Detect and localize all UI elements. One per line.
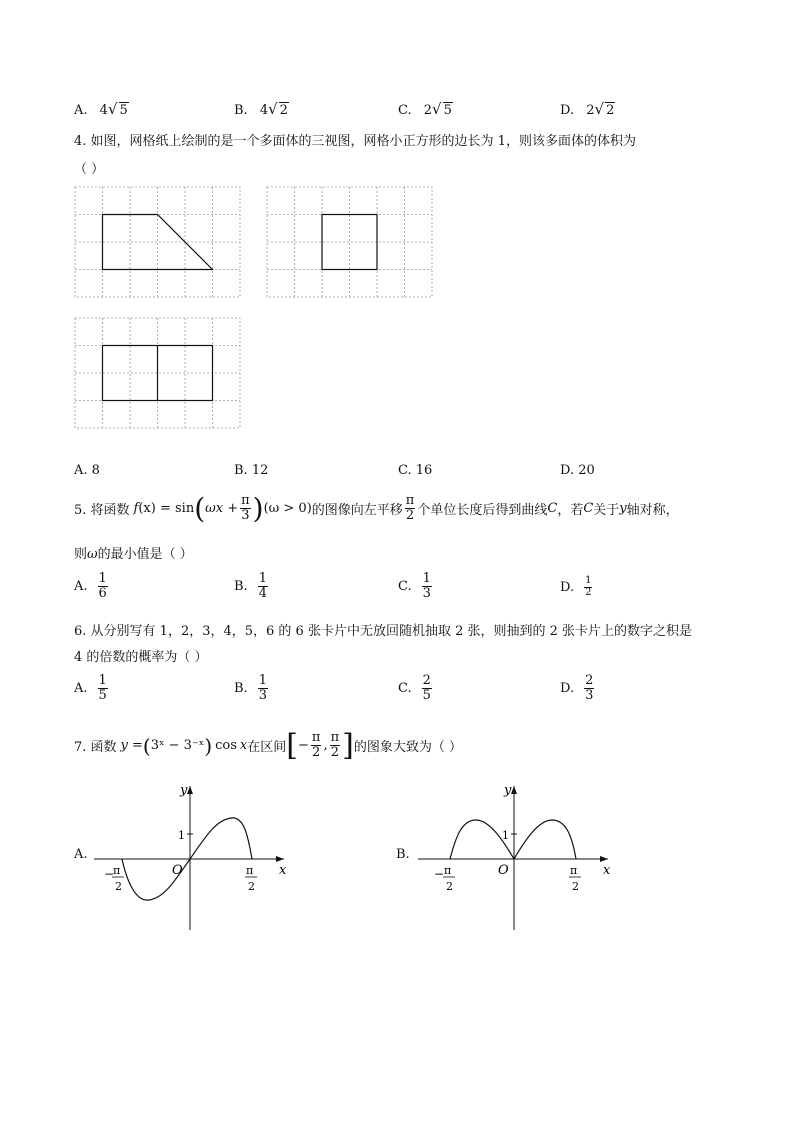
q6-option-c[interactable]: C. $\frac{2}{5}$ xyxy=(398,673,431,703)
svg-text:1: 1 xyxy=(178,829,185,842)
q4-stem: 4. 如图，网格纸上绘制的是一个多面体的三视图，网格小正方形的边长为 1，则该多面体的体积为 xyxy=(74,134,636,149)
svg-text:2: 2 xyxy=(572,880,579,893)
q4-option-b[interactable]: B. 12 xyxy=(234,463,269,478)
q3-option-a[interactable]: A. 4√ 5 xyxy=(74,100,128,118)
q5-option-c[interactable]: C. $\frac{1}{3}$ xyxy=(398,571,431,601)
q4-option-d[interactable]: D. 20 xyxy=(560,463,595,478)
curve-b xyxy=(450,820,576,859)
svg-text:x: x xyxy=(603,863,611,878)
svg-text:−: − xyxy=(434,867,445,881)
side-view-grid xyxy=(266,186,436,300)
svg-text:2: 2 xyxy=(446,880,453,893)
q4-option-a[interactable]: A. 8 xyxy=(74,463,100,478)
q7-graph-b[interactable] xyxy=(418,782,618,932)
svg-text:π: π xyxy=(246,864,254,877)
svg-text:x: x xyxy=(279,863,287,878)
q3-option-b[interactable]: B. 4√ 2 xyxy=(234,100,288,118)
svg-text:2: 2 xyxy=(248,880,255,893)
q5-stem-line2: 则ω的最小值是（ ） xyxy=(74,547,193,562)
q5-stem: 5. 将函数 f (x) = sin ( ωx + $\frac{\pi}{3}$ ) (ω > 0) 的图像向左平移 $\frac{\pi}{2}$ 个单位长度后得到曲线 C ，若 C 关于 y 轴对称， xyxy=(74,492,679,525)
q6-stem-line2: 4 的倍数的概率为（ ） xyxy=(74,650,208,665)
svg-text:π: π xyxy=(444,864,452,877)
q4-answer-blank: （ ） xyxy=(74,162,105,177)
q6-option-b[interactable]: B. $\frac{1}{3}$ xyxy=(234,673,267,703)
q7-graph-a-label[interactable]: A. xyxy=(74,847,88,862)
q7-graph-a[interactable] xyxy=(94,782,294,932)
svg-text:y: y xyxy=(504,783,512,798)
q5-option-b[interactable]: B. $\frac{1}{4}$ xyxy=(234,571,267,601)
svg-text:2: 2 xyxy=(115,880,122,893)
q6-option-a[interactable]: A. $\frac{1}{5}$ xyxy=(74,673,107,703)
front-view-grid xyxy=(74,186,244,300)
q4-option-c[interactable]: C. 16 xyxy=(398,463,433,478)
q7-stem: 7. 函数 y = ( 3ˣ − 3⁻ˣ ) cos x 在区间 [ − $\frac{\pi}{2}$ , $\frac{\pi}{2}$ ] 的图象大致为（ ） xyxy=(74,728,462,763)
q7-graph-b-label[interactable]: B. xyxy=(396,847,410,862)
svg-text:π: π xyxy=(570,864,578,877)
svg-text:O: O xyxy=(498,863,509,878)
svg-text:π: π xyxy=(113,864,121,877)
svg-text:y: y xyxy=(180,783,188,798)
q5-option-a[interactable]: A. $\frac{1}{6}$ xyxy=(74,571,107,601)
svg-text:−: − xyxy=(104,867,115,881)
q6-stem: 6. 从分别写有 1，2，3，4，5，6 的 6 张卡片中无放回随机抽取 2 张，则抽到的 2 张卡片上的数字之积是 xyxy=(74,624,693,639)
q3-option-c[interactable]: C. 2√ 5 xyxy=(398,100,452,118)
q3-option-d[interactable]: D. 2√ 2 xyxy=(560,100,615,118)
svg-text:O: O xyxy=(172,863,183,878)
svg-text:1: 1 xyxy=(502,829,509,842)
top-view-grid xyxy=(74,317,244,431)
q6-option-d[interactable]: D. $\frac{2}{3}$ xyxy=(560,673,594,703)
q5-option-d[interactable]: D. $\frac{1}{2}$ xyxy=(560,575,592,598)
